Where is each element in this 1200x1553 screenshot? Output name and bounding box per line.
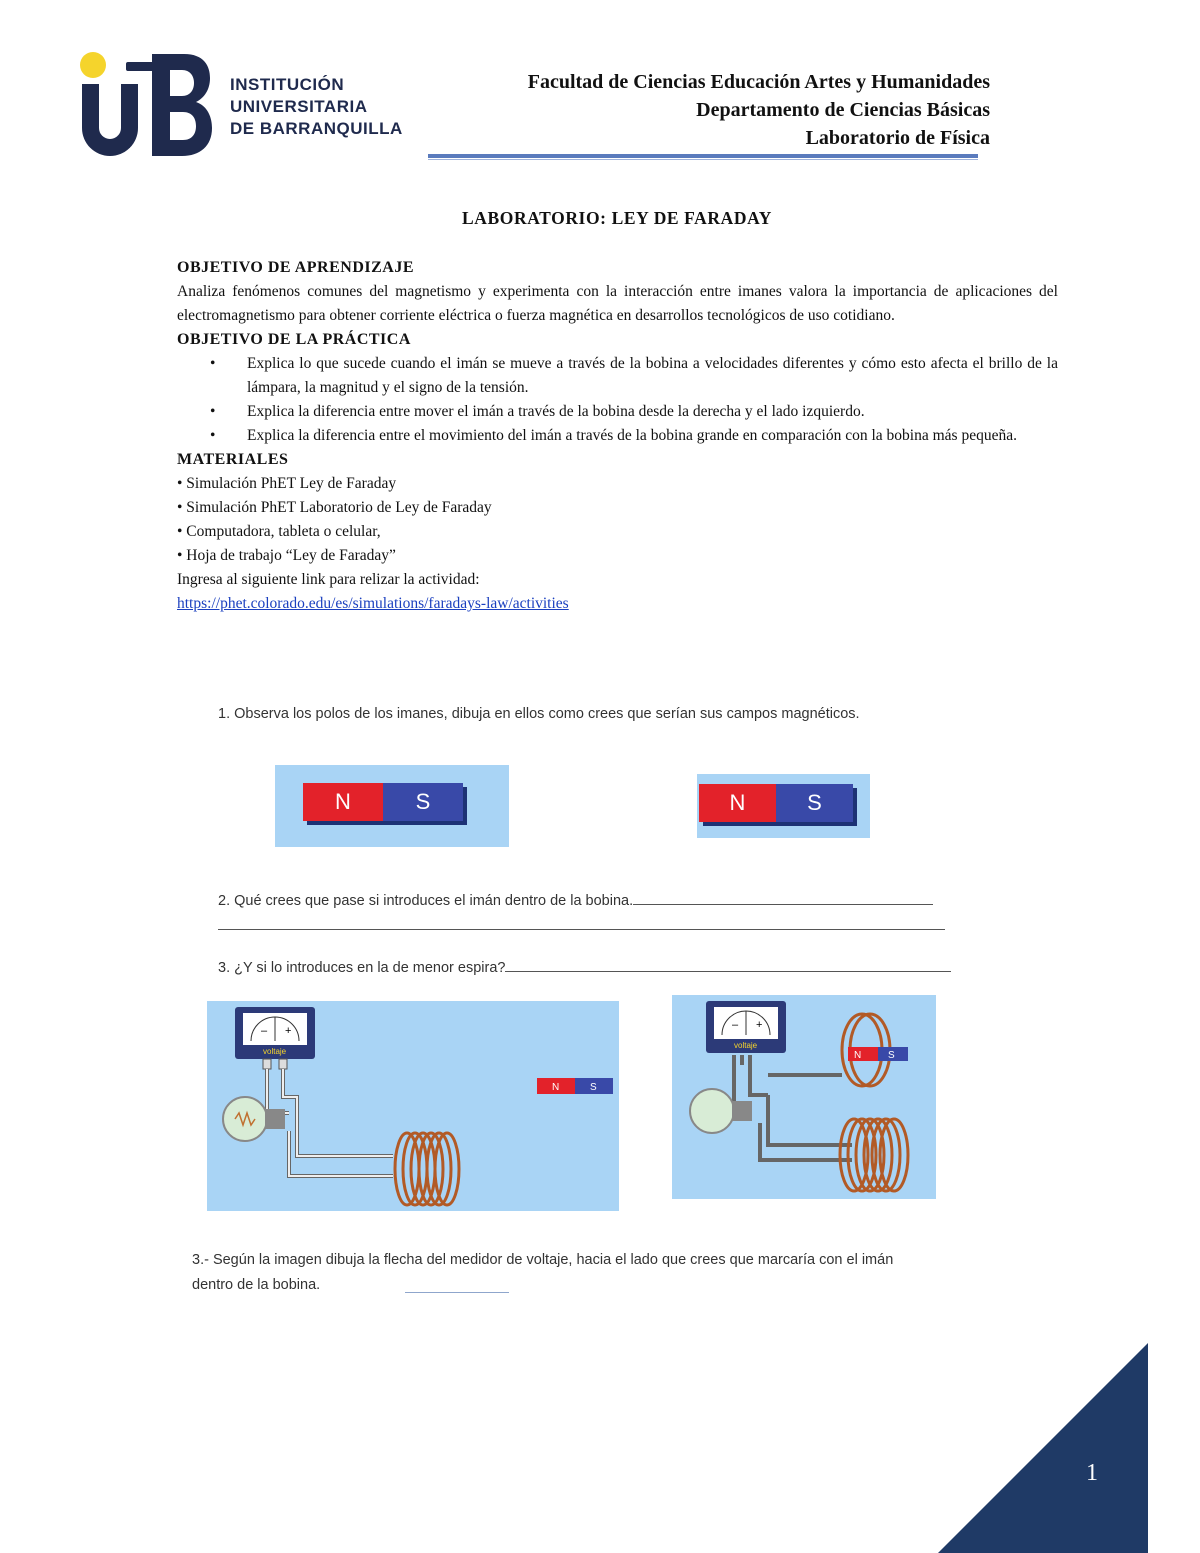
logo-dot: [80, 52, 106, 78]
voltmeter-minus: –: [732, 1019, 739, 1031]
large-coil: [840, 1119, 908, 1191]
bulb-socket: [265, 1109, 285, 1129]
voltmeter-plus: +: [285, 1025, 292, 1037]
voltmeter-label: voltaje: [263, 1047, 287, 1056]
answer-blank[interactable]: [633, 891, 933, 905]
small-magnet-n: N: [552, 1082, 560, 1093]
question-1: 1. Observa los polos de los imanes, dibuja en ellos como crees que serían sus campos magnéticos.: [218, 706, 860, 722]
question-3: 3. ¿Y si lo introduces en la de menor espira?: [218, 960, 506, 976]
small-magnet-n: N: [854, 1050, 862, 1061]
learning-objective-section: [177, 256, 1058, 616]
magnet-box-left: [275, 765, 509, 847]
answer-line[interactable]: [218, 929, 945, 930]
question-4: [192, 1248, 893, 1298]
logo-text: [230, 74, 403, 140]
learning-objective-heading: OBJETIVO DE APRENDIZAJE: [177, 259, 414, 276]
department-name: Departamento de Ciencias Básicas: [696, 99, 990, 121]
question-4-line: 3.- Según la imagen dibuja la flecha del medidor de voltaje, hacia el lado que crees que marcaría con el imán: [192, 1252, 894, 1268]
page-title: LABORATORIO: LEY DE FARADAY: [461, 208, 772, 228]
question-4-line: dentro de la bobina.: [192, 1277, 321, 1293]
page-number: 1: [1086, 1460, 1098, 1486]
practice-objective-item: • Explica lo que sucede cuando el imán se mueve a través de la bobina a velocidades diferentes y cómo esto afecta el brillo de la lámpara, la magnitud y el signo de la tensión.: [177, 352, 1058, 400]
voltmeter-plus: +: [756, 1019, 763, 1031]
faculty-name: Facultad de Ciencias Educación Artes y Humanidades: [527, 71, 990, 93]
logo-text-line: DE BARRANQUILLA: [230, 119, 403, 138]
magnet-south-pole: S: [383, 783, 463, 821]
magnet-box-right: [697, 774, 870, 838]
small-magnet-s: S: [590, 1082, 597, 1093]
voltmeter-label: voltaje: [734, 1041, 758, 1050]
question-3-row: [218, 958, 951, 976]
materials-item: • Simulación PhET Laboratorio de Ley de Faraday: [177, 499, 492, 516]
header-divider: [428, 154, 978, 158]
small-magnet-north: [848, 1047, 878, 1061]
bar-magnet: [699, 784, 853, 822]
bulb-socket: [732, 1101, 752, 1121]
institution-logo: [78, 52, 418, 152]
activity-link[interactable]: https://phet.colorado.edu/es/simulations/faradays-law/activities: [177, 595, 569, 612]
materials-item: • Computadora, tableta o celular,: [177, 523, 381, 540]
materials-heading: MATERIALES: [177, 451, 289, 468]
coil: [395, 1133, 459, 1205]
corner-triangle: [938, 1343, 1148, 1553]
materials-item: • Hoja de trabajo “Ley de Faraday”: [177, 547, 396, 564]
bar-magnet: [303, 783, 463, 821]
logo-text-line: INSTITUCIÓN: [230, 75, 345, 94]
circuit-diagram: [207, 1001, 619, 1211]
header-divider-thin: [428, 159, 978, 160]
magnet-north-pole: N: [699, 784, 776, 822]
logo-letter-u: [82, 84, 138, 156]
link-intro: Ingresa al siguiente link para relizar la actividad:: [177, 571, 480, 588]
answer-blank[interactable]: [505, 958, 951, 972]
magnet-south-pole: S: [776, 784, 853, 822]
header-institution: [528, 68, 990, 152]
practice-objective-item: • Explica la diferencia entre el movimiento del imán a través de la bobina grande en comparación con la bobina más pequeña.: [177, 424, 1058, 448]
circuit-diagram: [672, 995, 936, 1199]
question-2: 2. Qué crees que pase si introduces el imán dentro de la bobina.: [218, 893, 634, 909]
materials-item: • Simulación PhET Ley de Faraday: [177, 475, 397, 492]
logo-text-line: UNIVERSITARIA: [230, 97, 368, 116]
logo-letter-b: [152, 54, 212, 156]
decorative-line: [405, 1292, 509, 1293]
question-2-row: [218, 891, 933, 909]
magnet-north-pole: N: [303, 783, 383, 821]
simulation-image-left: [207, 1001, 619, 1211]
practice-objective-heading: OBJETIVO DE LA PRÁCTICA: [177, 331, 411, 348]
simulation-image-right: [672, 995, 936, 1199]
lab-name: Laboratorio de Física: [805, 127, 990, 149]
light-bulb: [690, 1089, 734, 1133]
voltmeter-minus: –: [261, 1025, 268, 1037]
small-magnet-s: S: [888, 1050, 895, 1061]
learning-objective-text: Analiza fenómenos comunes del magnetismo y experimenta con la interacción entre imanes valora la importancia de aplicaciones del electromagnetismo para obtener corriente eléctrica o fuerza magnética en desarrollos tecnológicos de uso cotidiano.: [177, 283, 1058, 324]
practice-objective-item: • Explica la diferencia entre mover el imán a través de la bobina desde la derecha y el lado izquierdo.: [177, 400, 1058, 424]
